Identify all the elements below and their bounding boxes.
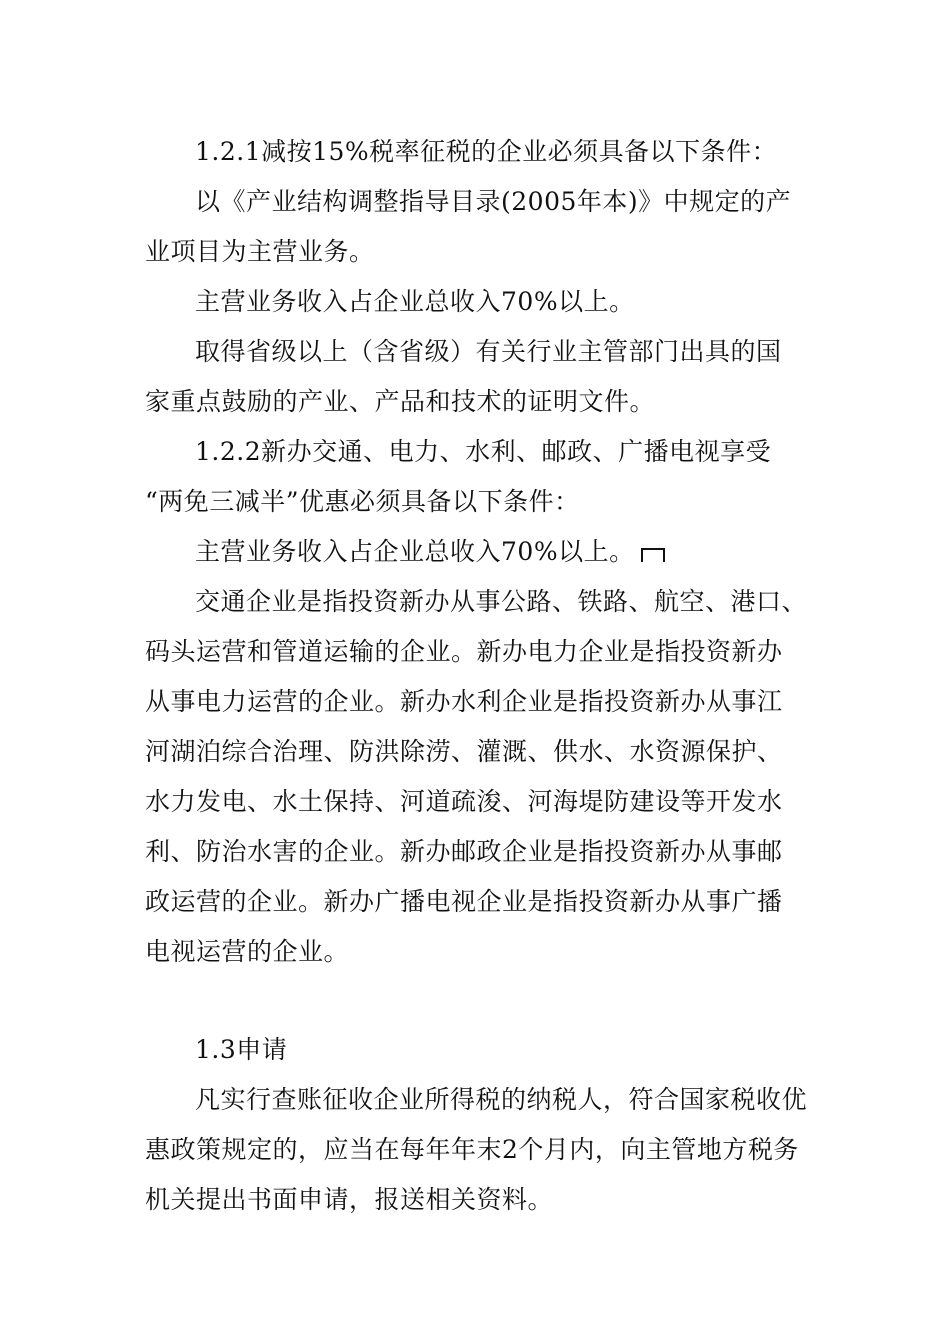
- text-line: “两免三减半”优惠必须具备以下条件：: [145, 487, 580, 516]
- section-heading: 1.3申请: [195, 1035, 288, 1064]
- text-line: [195, 537, 865, 567]
- text-line: 河湖泊综合治理、防洪除涝、灌溉、供水、水资源保护、: [145, 737, 783, 766]
- text-line: 凡实行查账征收企业所得税的纳税人，符合国家税收优: [195, 1085, 808, 1114]
- text-line: 机关提出书面申请，报送相关资料。: [145, 1185, 554, 1214]
- text-cursor-mark: [641, 548, 665, 562]
- text-line: 以《产业结构调整指导目录(2005年本)》中规定的产: [195, 187, 792, 216]
- text-line: 利、防治水害的企业。新办邮政企业是指投资新办从事邮: [145, 837, 783, 866]
- text-line: 主营业务收入占企业总收入70%以上。: [195, 287, 635, 316]
- text-line: 家重点鼓励的产业、产品和技术的证明文件。: [145, 387, 656, 416]
- text-line: 取得省级以上（含省级）有关行业主管部门出具的国: [195, 337, 782, 366]
- text-line: 1.2.1减按15%税率征税的企业必须具备以下条件：: [195, 137, 778, 166]
- text-line: 业项目为主营业务。: [145, 237, 375, 266]
- text-line: 从事电力运营的企业。新办水利企业是指投资新办从事江: [145, 687, 783, 716]
- text-line: 水力发电、水土保持、河道疏浚、河海堤防建设等开发水: [145, 787, 783, 816]
- text-line: 交通企业是指投资新办从事公路、铁路、航空、港口、: [195, 587, 808, 616]
- text-line-content: 主营业务收入占企业总收入70%以上。: [195, 537, 635, 566]
- text-line: 码头运营和管道运输的企业。新办电力企业是指投资新办: [145, 637, 783, 666]
- text-line: 政运营的企业。新办广播电视企业是指投资新办从事广播: [145, 887, 783, 916]
- text-line: 1.2.2新办交通、电力、水利、邮政、广播电视享受: [195, 437, 772, 466]
- text-line: 惠政策规定的，应当在每年年末2个月内，向主管地方税务: [145, 1135, 799, 1164]
- text-line: 电视运营的企业。: [145, 937, 350, 966]
